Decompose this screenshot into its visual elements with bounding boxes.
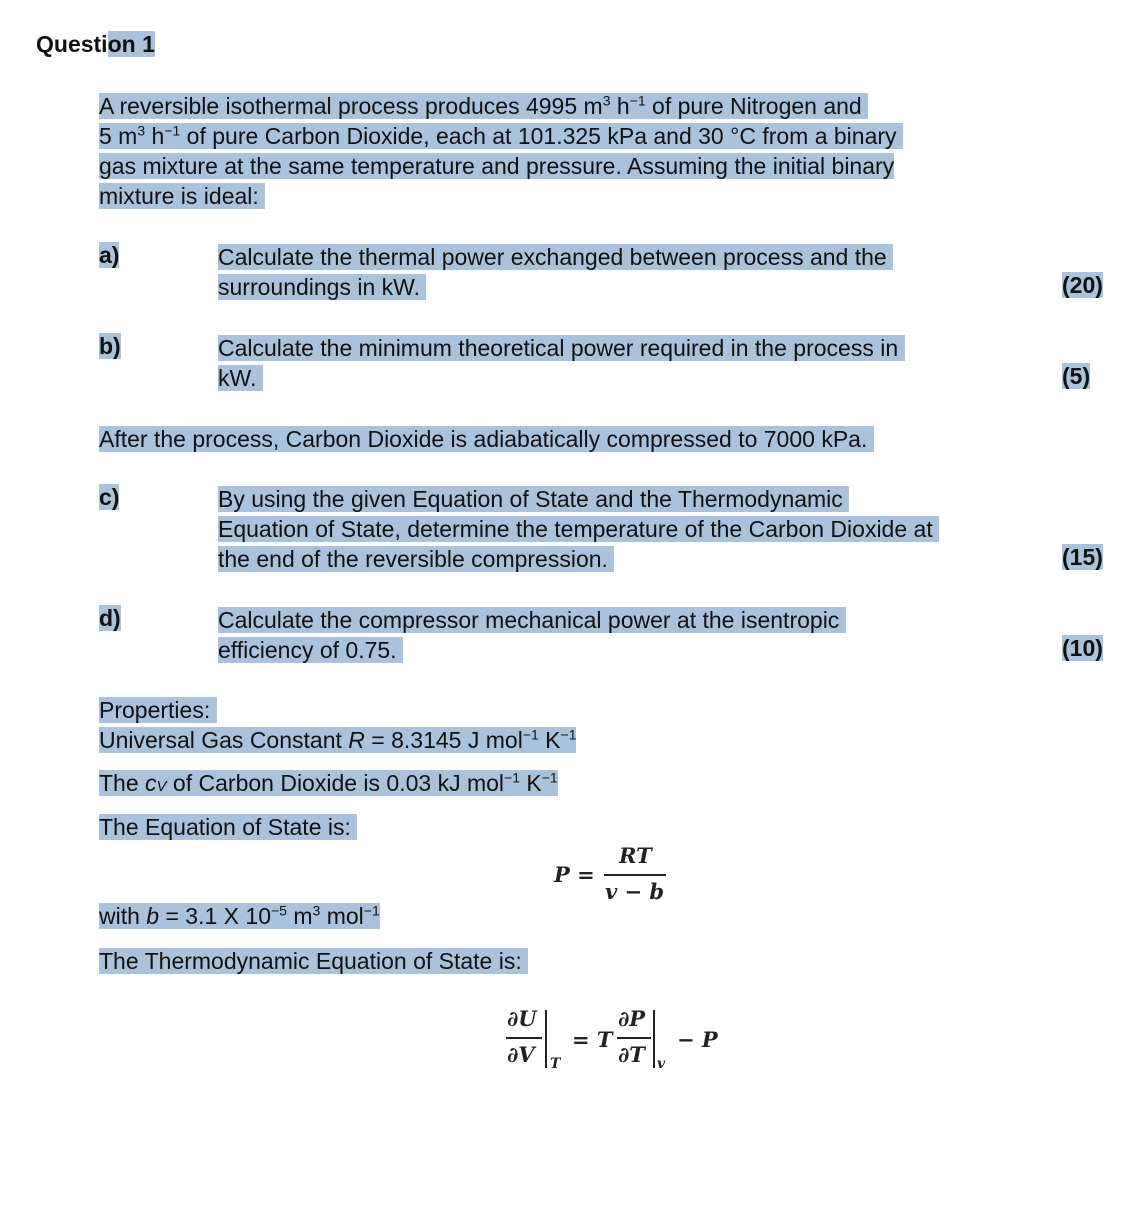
teos-dU: ∂U [507, 1006, 537, 1031]
intro-line-1: A reversible isothermal process produces 4995 $m^3$ $h^{-1}$ of pure Nitrogen and [99, 91, 903, 121]
part-d-text: Calculate the compressor mechanical power at the isentropic efficiency of 0.75. [218, 605, 846, 665]
question-title: Question 1 [36, 31, 155, 57]
eos-numerator: RT [619, 843, 652, 868]
intro-paragraph [99, 91, 903, 211]
teos-bar-right [617, 1037, 651, 1039]
part-a-label: a) [99, 242, 120, 268]
part-d-marks: (10) [1062, 635, 1103, 661]
part-c-label: c) [99, 484, 120, 510]
part-b-text: Calculate the minimum theoretical power required in the process in kW. [218, 333, 905, 393]
cv-line: The cV of Carbon Dioxide is 0.03 kJ mol$^{-1}$ $K^{-1}$ [99, 769, 558, 796]
teos-heading: The Thermodynamic Equation of State is: [99, 946, 528, 976]
teos-minus-P: − P [677, 1027, 718, 1052]
part-b-label: b) [99, 333, 121, 359]
teos-sub-T: T [550, 1056, 561, 1072]
eos-fraction-bar [604, 874, 666, 876]
teos-eval-bar-right [653, 1010, 655, 1068]
part-d-label: d) [99, 605, 121, 631]
properties-heading: Properties: [99, 695, 217, 725]
part-c-text: By using the given Equation of State and the Thermodynamic Equation of State, determine the temperature of the Carbon Dioxide at the end of the reversible compression. [218, 484, 939, 574]
b-value-line: with b = 3.1 X $10^{-5}$ $m^3$ mol$^{-1}$ [99, 902, 380, 929]
part-a-text: Calculate the thermal power exchanged between process and the surroundings in kW. [218, 242, 893, 302]
eos-lhs: P = [554, 862, 595, 887]
teos-dT: ∂T [618, 1042, 645, 1067]
intro-line-3: gas mixture at the same temperature and pressure. Assuming the initial binary [99, 153, 895, 179]
teos-eval-bar-left [545, 1010, 547, 1068]
teos-dV: ∂V [507, 1042, 535, 1067]
intro-line-2: 5 $m^3$ $h^{-1}$ of pure Carbon Dioxide, each at 101.325 kPa and 30 °C from a binary [99, 121, 903, 151]
after-process-text: After the process, Carbon Dioxide is adiabatically compressed to 7000 kPa. [99, 424, 874, 454]
intro-line-4: mixture is ideal: [99, 181, 903, 211]
part-a-marks: (20) [1062, 272, 1103, 298]
eos-denominator: v − b [605, 879, 665, 904]
teos-dP: ∂P [618, 1006, 646, 1031]
teos-sub-v: v [657, 1056, 666, 1072]
part-c-marks: (15) [1062, 544, 1103, 570]
teos-equals-T: = T [572, 1027, 613, 1052]
teos-bar-left [506, 1037, 542, 1039]
gas-constant-line: Universal Gas Constant R = 8.3145 J mol$^{-1}$ $K^{-1}$ [99, 726, 577, 753]
part-b-marks: (5) [1062, 363, 1091, 389]
eos-heading: The Equation of State is: [99, 812, 357, 842]
